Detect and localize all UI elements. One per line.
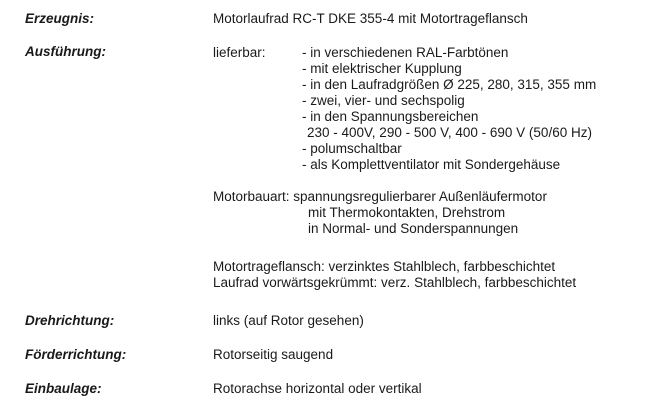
lieferbar-label: lieferbar: [213, 45, 266, 60]
motorbauart-line-2: mit Thermokontakten, Drehstrom [308, 205, 506, 220]
delivery-option-line: - zwei, vier- und sechspolig [302, 93, 465, 108]
voltage-range-line: 230 - 400V, 290 - 500 V, 400 - 690 V (50/60 Hz) [307, 125, 592, 140]
delivery-option-line: - mit elektrischer Kupplung [302, 61, 462, 76]
product-name-value: Motorlaufrad RC-T DKE 355-4 mit Motortrageflansch [213, 11, 528, 26]
field-label-einbaulage: Einbaulage: [25, 381, 102, 396]
einbaulage-value: Rotorachse horizontal oder vertikal [213, 381, 422, 396]
field-label-drehrichtung: Drehrichtung: [25, 313, 115, 328]
delivery-options-list [302, 45, 596, 173]
delivery-option-line: - in den Laufradgrößen Ø 225, 280, 315, 355 mm [302, 77, 597, 92]
delivery-option-line: - in den Spannungsbereichen [302, 109, 479, 124]
field-label-foerderrichtung: Förderrichtung: [25, 347, 127, 362]
field-label-erzeugnis: Erzeugnis: [25, 11, 95, 26]
motorbauart-line-3: in Normal- und Sonderspannungen [308, 221, 519, 236]
motorbauart-block [213, 189, 547, 237]
material-line-1: Motortrageflansch: verzinktes Stahlblech, farbbeschichtet [213, 259, 556, 274]
delivery-option-line: - polumschaltbar [302, 141, 402, 156]
material-block [213, 259, 576, 291]
material-line-2: Laufrad vorwärtsgekrümmt: verz. Stahlblech, farbbeschichtet [213, 275, 577, 290]
motorbauart-line-1: Motorbauart: spannungsregulierbarer Außenläufermotor [213, 189, 547, 204]
drehrichtung-value: links (auf Rotor gesehen) [213, 313, 364, 328]
delivery-option-line: - als Komplettventilator mit Sondergehäuse [302, 157, 561, 172]
foerderrichtung-value: Rotorseitig saugend [213, 347, 334, 362]
lieferbar-block [213, 45, 596, 173]
delivery-option-line: - in verschiedenen RAL-Farbtönen [302, 45, 509, 60]
field-label-ausfuehrung: Ausführung: [25, 44, 106, 59]
